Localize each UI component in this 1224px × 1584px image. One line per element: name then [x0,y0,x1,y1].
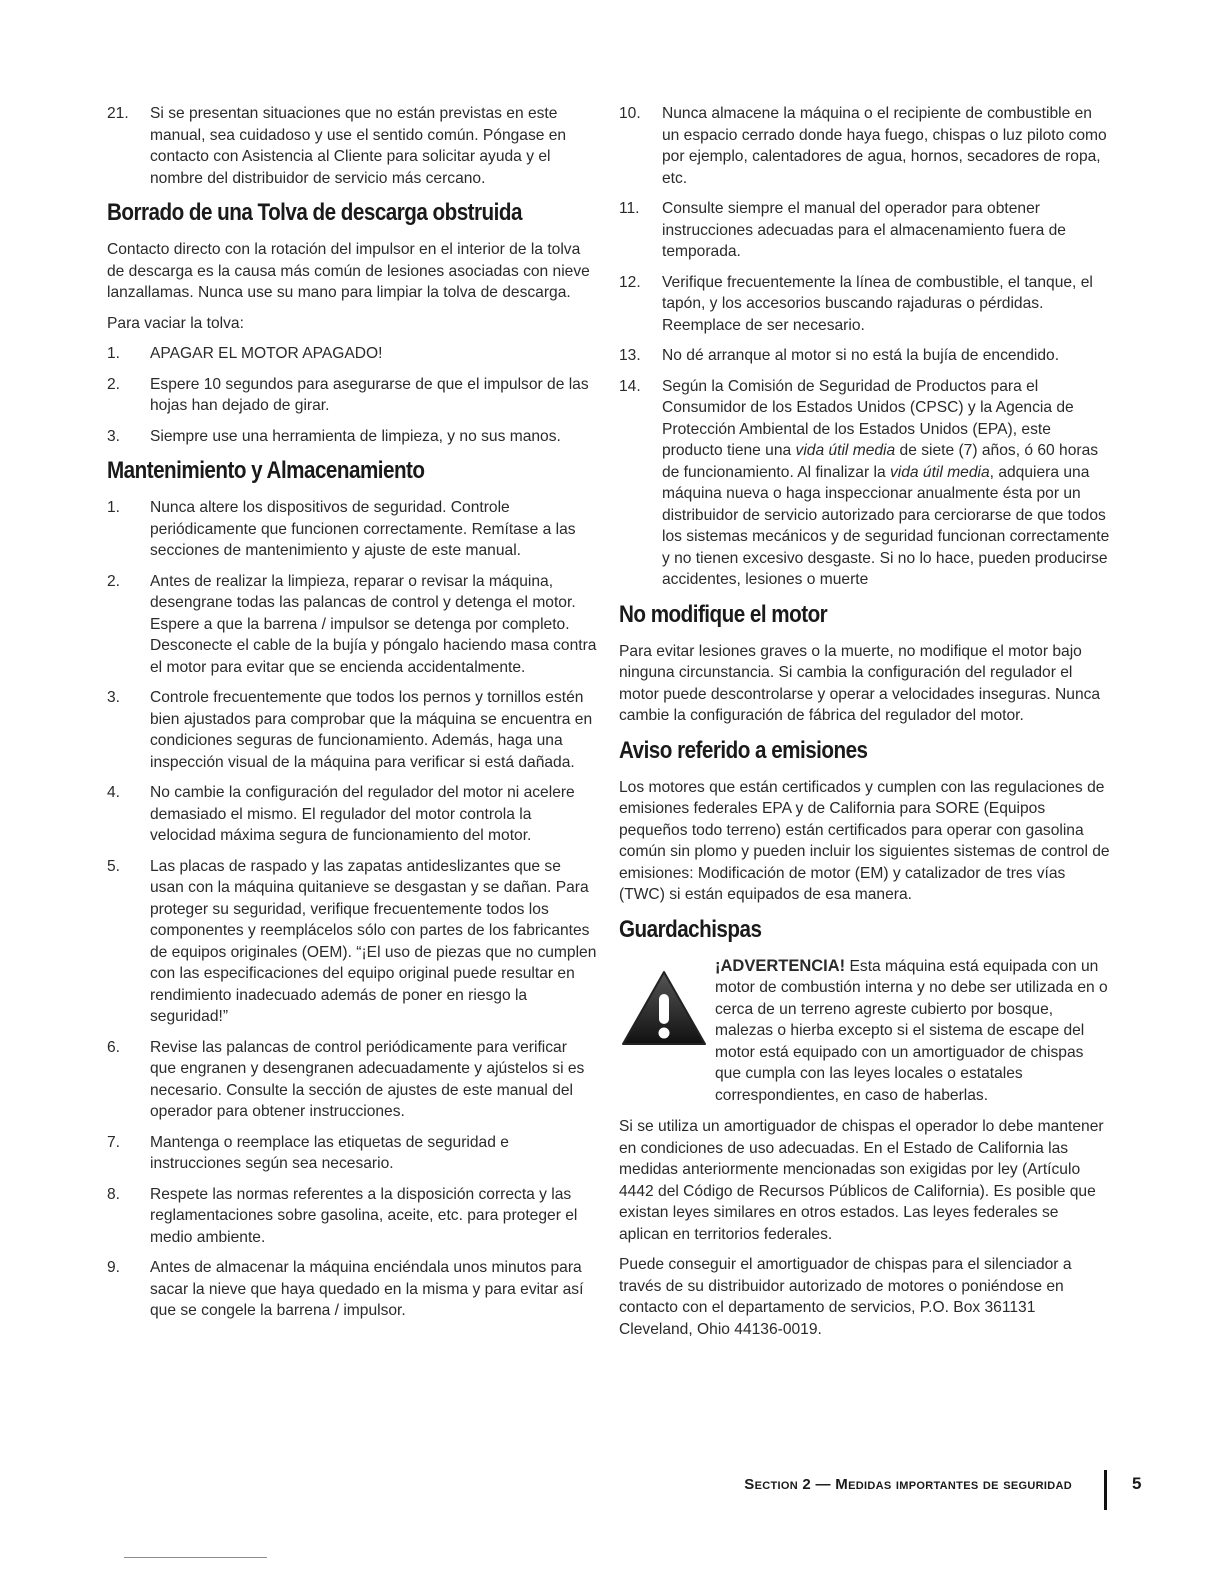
item-number: 13. [619,347,641,364]
item-number: 14. [619,377,641,395]
item-text: Antes de realizar la limpieza, reparar o revisar la máquina, desengrane todas las palancas de control y detenga el motor. Espere a que la barrena / impulsor se detenga por completo. Desconecte el cable de la bujía y póngalo haciendo masa contra el motor para evitar que se encienda accidentalmente. [150,572,597,676]
section-label: Section 2 — Medidas importantes de seguridad [744,1476,1072,1493]
item-text: Respete las normas referentes a la disposición correcta y las reglamentaciones sobre gasolina, aceite, etc. para proteger el medio ambiente. [150,1185,578,1246]
item-number: 3. [107,689,121,706]
item-text: Antes de almacenar la máquina enciéndala unos minutos para sacar la nieve que haya quedado en la misma y para evitar así que se congele la barrena / impulsor. [150,1259,584,1319]
item-number: 11. [619,200,640,217]
item-number: 10. [619,105,641,122]
list-item [107,1037,597,1123]
item-number: 12. [619,273,641,291]
paragraph: Si se utiliza un amortiguador de chispas el operador lo debe mantener en condiciones de uso adecuadas. En el Estado de California las medidas anteriormente mencionadas son exigidas por ley (Artículo 4442 del Código de Recursos Públicos de California). Es posible que existan leyes similares en otros estados. Las leyes federales se aplican en territorios federales. [619,1118,1104,1243]
text-run: de siete (7) años, ó 60 horas de funcionamiento. Al finalizar la [662,442,1099,481]
heading-motor: No modifique el motor [619,600,828,628]
item-number: 4. [107,784,121,801]
warning-title: ¡ADVERTENCIA! [715,956,846,975]
item-number: 3. [107,427,121,445]
list-item [107,1257,597,1322]
item-text: Nunca altere los dispositivos de seguridad. Controle periódicamente que funcionen correctamente. Remítase a las secciones de mantenimiento y ajuste de este manual. [150,499,576,559]
list-item [107,103,597,189]
text-run: Según la Comisión de Seguridad de Productos para el Consumidor de los Estados Unidos (CPSC) y la Agencia de Protección Ambiental de los Estados Unidos (EPA), este producto tiene una [662,377,1074,459]
item-text: Las placas de raspado y las zapatas antideslizantes que se usan con la máquina quitanieve se desgastan y se dañan. Para proteger su seguridad, verifique frecuentemente todos los componentes y reemplácelos sólo con partes de los fabricantes de equipos originales (OEM). “¡El uso de piezas que no cumplen con las especificaciones del equipo original puede resultar en rendimiento inadecuado además de poner en riesgo la seguridad!” [150,857,597,1025]
heading-guardachispas: Guardachispas [619,915,762,943]
list-item [619,376,1111,591]
bottom-rule [124,1557,267,1558]
page-number: 5 [1132,1474,1142,1493]
list-item [107,571,597,679]
item-text: Controle frecuentemente que todos los pernos y tornillos estén bien ajustados para comprobar que la máquina se encuentra en condiciones seguras de funcionamiento. Además, haga una inspección visual de la máquina para verificar si está dañada. [150,689,593,771]
item-number: 9. [107,1259,121,1276]
text-run: , adquiera una máquina nueva o haga inspeccionar anualmente ésta por un distribuidor de servicio autorizado para cerciorarse de que todos los sistemas mecánicos y de seguridad funcionan correctamente y no tienen excesivo desgaste. Si no lo hace, pueden producirse accidentes, lesiones o muerte [662,463,1110,588]
paragraph: Puede conseguir el amortiguador de chispas para el silenciador a través de su distribuidor autorizado de motores o poniéndose en contacto con el departamento de servicios, P.O. Box 361131 Cleveland, Ohio 44136-0019. [619,1256,1072,1338]
list-item [107,426,597,448]
item-text: APAGAR EL MOTOR APAGADO! [150,345,383,362]
item-text [662,378,1109,589]
warning-body: Esta máquina está equipada con un motor de combustión interna y no debe ser utilizada en o cerca de un terreno agreste cubierto por bosque, malezas o hierba excepto si el sistema de escape del motor está equipado con un amortiguador de chispas que cumpla con las leyes locales o estatales correspondientes, en caso de haberlas. [715,957,1108,1104]
list-item [619,272,1111,337]
item-number: 21. [107,105,129,122]
emphasis: vida útil media [889,463,990,481]
item-text: Espere 10 segundos para asegurarse de que el impulsor de las hojas han dejado de girar. [150,375,589,414]
mantenimiento-list-continued [619,103,1111,591]
paragraph: Para vaciar la tolva: [107,314,244,332]
warning-block [619,956,1111,1107]
list-item [107,856,597,1028]
list-item [107,687,597,773]
item-number: 7. [107,1133,121,1151]
borrado-steps [107,343,597,447]
item-text: Mantenga o reemplace las etiquetas de seguridad e instrucciones según sea necesario. [150,1133,509,1172]
list-item [107,343,597,365]
list-item-21-wrap [107,103,597,189]
item-text: Verifique frecuentemente la línea de combustible, el tanque, el tapón, y los accesorios buscando rajaduras o pérdidas. Reemplace de ser necesario. [662,273,1093,334]
footer-divider [1104,1470,1107,1510]
item-text: Si se presentan situaciones que no están previstas en este manual, sea cuidadoso y use el sentido común. Póngase en contacto con Asistencia al Cliente para solicitar ayuda y el nombre del distribuidor de servicio más cercano. [150,105,567,187]
warning-triangle-icon [621,970,707,1046]
item-number: 2. [107,375,121,393]
item-text: Revise las palancas de control periódicamente para verificar que engranen y desengranen adecuadamente y ajústelos si es necesario. Consulte la sección de ajustes de este manual del operador para obtener instrucciones. [150,1038,585,1120]
item-number: 6. [107,1038,121,1056]
paragraph: Los motores que están certificados y cumplen con las regulaciones de emisiones federales EPA y de California para SORE (Equipos pequeños todo terreno) están certificados para operar con gasolina común sin plomo y pueden incluir los siguientes sistemas de control de emisiones: Modificación de motor (EM) y catalizador de tres vías (TWC) si están equipados de esa manera. [619,778,1110,903]
emphasis: vida útil media [795,442,896,459]
paragraph: Contacto directo con la rotación del impulsor en el interior de la tolva de descarga es la causa más común de lesiones asociadas con nieve lanzallamas. Nunca use su mano para limpiar la tolva de descarga. [107,241,590,301]
list-item [107,1132,597,1175]
footer-section-title [744,1476,1072,1493]
heading-borrado: Borrado de una Tolva de descarga obstruida [107,199,522,226]
list-item [107,1184,597,1249]
left-column [107,103,597,1331]
paragraph: Para evitar lesiones graves o la muerte, no modifique el motor bajo ninguna circunstancia. Si cambia la configuración del regulador el motor puede descontrolarse y operar a velocidades inseguras. Nunca cambie la configuración de fábrica del regulador del motor. [619,642,1101,724]
heading-mantenimiento: Mantenimiento y Almacenamiento [107,457,425,484]
item-number: 5. [107,857,121,875]
list-item [107,782,597,847]
heading-emisiones: Aviso referido a emisiones [619,736,868,764]
item-number: 2. [107,572,121,590]
list-item [619,103,1111,189]
item-text: No dé arranque al motor si no está la bujía de encendido. [662,347,1060,364]
item-text: No cambie la configuración del regulador del motor ni acelere demasiado el mismo. El regulador del motor controla la velocidad máxima segura de funcionamiento del motor. [150,784,575,844]
list-item [619,345,1111,367]
item-text: Consulte siempre el manual del operador para obtener instrucciones adecuadas para el almacenamiento fuera de temporada. [662,200,1066,260]
item-number: 8. [107,1185,121,1203]
list-item [107,374,597,417]
item-text: Siempre use una herramienta de limpieza, y no sus manos. [150,427,561,445]
mantenimiento-list [107,497,597,1322]
item-number: 1. [107,499,121,516]
list-item [619,198,1111,263]
list-item [107,497,597,562]
item-text: Nunca almacene la máquina o el recipiente de combustible en un espacio cerrado donde haya fuego, chispas o luz piloto como por ejemplo, calentadores de agua, hornos, secadores de ropa, etc. [662,105,1107,187]
warning-text [715,956,1111,1107]
item-number: 1. [107,345,121,362]
right-column [619,103,1111,1349]
